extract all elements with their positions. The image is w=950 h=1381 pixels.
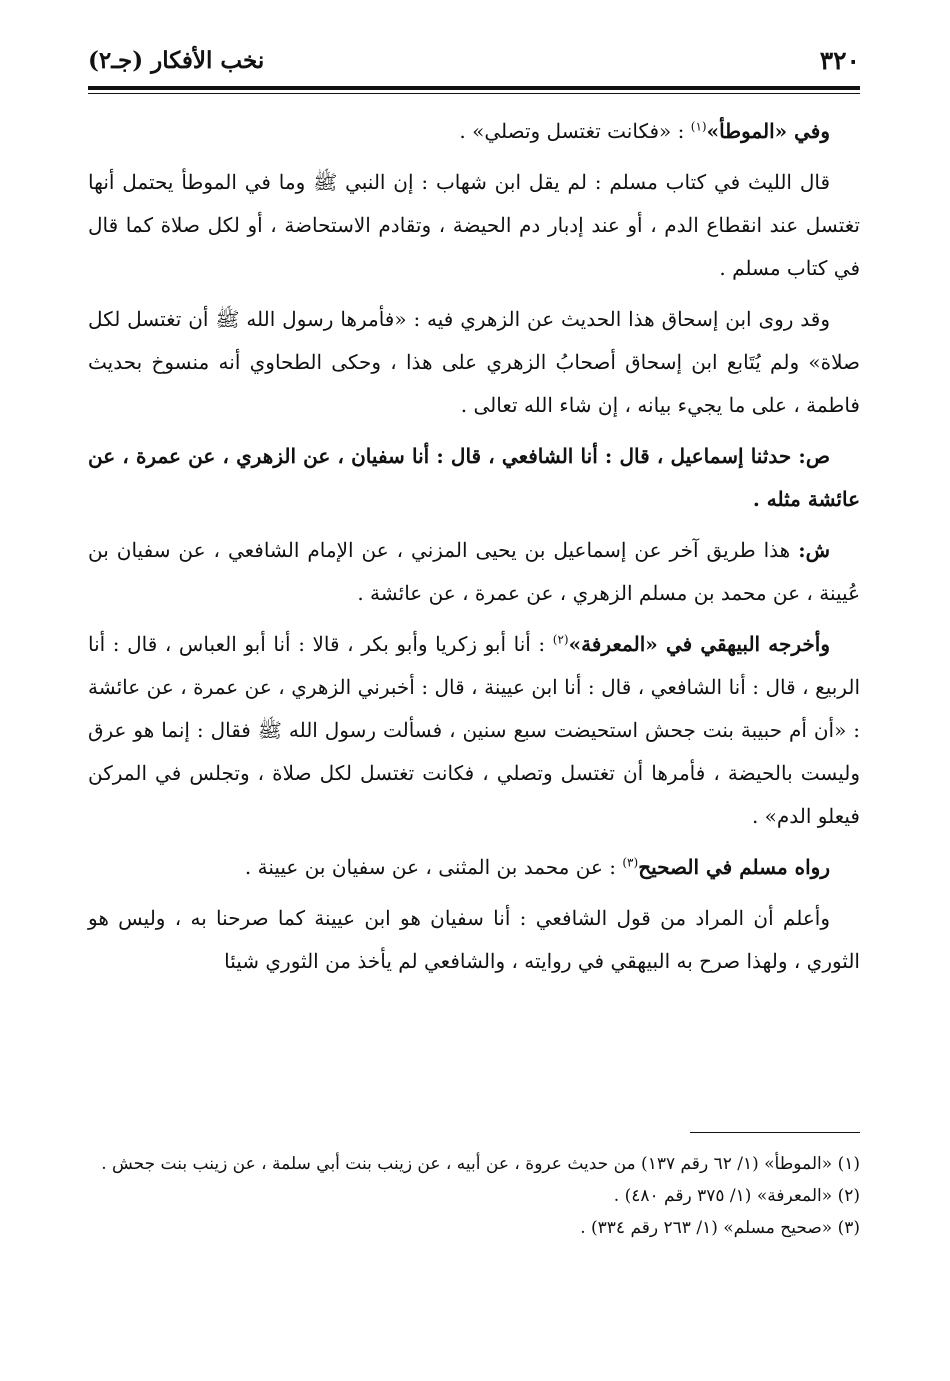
paragraph-sufyan-note bbox=[88, 897, 860, 983]
footnote-ref-1: (١) bbox=[690, 119, 707, 134]
paragraph-muwatta bbox=[88, 110, 860, 153]
paragraph-muslim bbox=[88, 846, 860, 889]
footnote-ref-2: (٢) bbox=[552, 632, 569, 647]
paragraph-text: قال الليث في كتاب مسلم : لم يقل ابن شهاب : إن النبي ﷺ وما في الموطأ يحتمل أنها تغتسل عند انقطاع الدم ، أو عند إدبار دم الحيضة ، وتقادم الاستحاضة ، أو لكل صلاة كما قال في كتاب مسلم . bbox=[88, 170, 860, 280]
footnote-3: (٣) «صحيح مسلم» (١/ ٢٦٣ رقم ٣٣٤) . bbox=[580, 1218, 860, 1238]
running-title: نخب الأفكار (جـ٢) bbox=[88, 46, 265, 74]
paragraph-text: ص: حدثنا إسماعيل ، قال : أنا الشافعي ، قال : أنا سفيان ، عن الزهري ، عن عمرة ، عن عائشة مثله . bbox=[88, 444, 860, 511]
footnote-1: (١) «الموطأ» (١/ ٦٢ رقم ١٣٧) من حديث عروة ، عن أبيه ، عن زينب بنت أبي سلمة ، عن زينب بنت جحش . bbox=[101, 1154, 860, 1174]
main-text bbox=[88, 110, 860, 991]
paragraph-laith bbox=[88, 161, 860, 290]
paragraph-text: وقد روى ابن إسحاق هذا الحديث عن الزهري فيه : «فأمرها رسول الله ﷺ أن تغتسل لكل صلاة» ولم يُتَابع ابن إسحاق أصحابُ الزهري على هذا ، وحكى الطحاوي أنه منسوخ بحديث فاطمة ، على ما يجيء بيانه ، إن شاء الله تعالى . bbox=[88, 307, 861, 417]
footnotes bbox=[88, 1148, 860, 1244]
paragraph-text: وأعلم أن المراد من قول الشافعي : أنا سفيان هو ابن عيينة كما صرحنا به ، وليس هو الثوري ، ولهذا صرح به البيهقي في روايته ، والشافعي لم يأخذ من الثوري شيئا bbox=[88, 906, 860, 973]
paragraph-lead: وفي «الموطأ» bbox=[706, 119, 830, 143]
paragraph-text: هذا طريق آخر عن إسماعيل بن يحيى المزني ، عن الإمام الشافعي ، عن سفيان بن عُيينة ، عن محمد بن مسلم الزهري ، عن عمرة ، عن عائشة . bbox=[88, 538, 860, 605]
paragraph-lead: ش: bbox=[798, 538, 830, 562]
header-rule-thick bbox=[88, 86, 860, 90]
footnote-separator bbox=[690, 1132, 860, 1133]
paragraph-text: : عن محمد بن المثنى ، عن سفيان بن عيينة . bbox=[244, 855, 623, 879]
paragraph-shin-commentary bbox=[88, 529, 860, 615]
page-header bbox=[88, 40, 860, 80]
header-rule-thin bbox=[88, 93, 860, 94]
paragraph-text: : أنا أبو زكريا وأبو بكر ، قالا : أنا أبو العباس ، قال : أنا الربيع ، قال : أنا الشافعي ، قال : أنا ابن عيينة ، قال : أخبرني الزهري ، عن عمرة ، عن عائشة : «أن أم حبيبة بنت جحش استحيضت سبع سنين ، فسألت رسول الله ﷺ فقال : إنما هو عرق وليست بالحيضة ، فأمرها أن تغتسل وتصلي ، فكانت تغتسل لكل صلاة ، وتجلس في المركن فيعلو الدم» . bbox=[88, 632, 860, 828]
paragraph-bayhaqi bbox=[88, 623, 860, 838]
footnote-2: (٢) «المعرفة» (١/ ٣٧٥ رقم ٤٨٠) . bbox=[613, 1186, 860, 1206]
paragraph-lead: وأخرجه البيهقي في «المعرفة» bbox=[568, 632, 830, 656]
paragraph-text: : «فكانت تغتسل وتصلي» . bbox=[459, 119, 691, 143]
footnote-ref-3: (٣) bbox=[622, 855, 639, 870]
paragraph-ibn-ishaq bbox=[88, 298, 860, 427]
paragraph-sad-isnad bbox=[88, 435, 860, 521]
page-number: ٣٢٠ bbox=[819, 45, 860, 75]
paragraph-lead: رواه مسلم في الصحيح bbox=[638, 855, 830, 879]
